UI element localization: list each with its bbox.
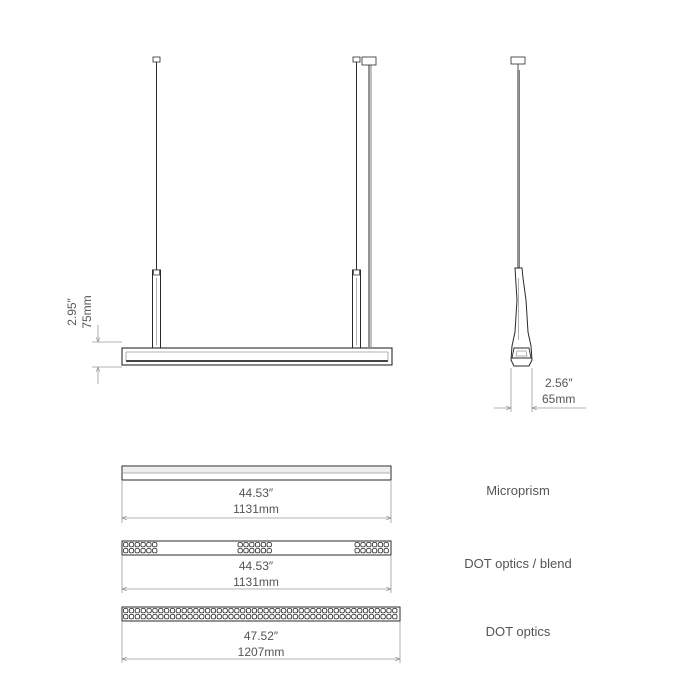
led-dot (369, 609, 373, 613)
led-dot (147, 549, 151, 553)
led-dot (235, 615, 239, 619)
side-canopy (511, 57, 525, 64)
led-dot (322, 615, 326, 619)
led-dot (205, 609, 209, 613)
led-dot (182, 609, 186, 613)
led-dot (293, 609, 297, 613)
led-dot (387, 609, 391, 613)
led-dot (124, 549, 128, 553)
led-dot (361, 543, 365, 547)
led-dot (375, 609, 379, 613)
led-dot (188, 609, 192, 613)
led-dot (255, 549, 259, 553)
led-dot (129, 615, 133, 619)
led-dot (229, 615, 233, 619)
dot-blend-length-mm: 1131mm (233, 575, 279, 589)
led-dot (159, 609, 163, 613)
led-dot (141, 615, 145, 619)
led-dot (311, 609, 315, 613)
led-dot (352, 615, 356, 619)
led-dot (200, 609, 204, 613)
variant-microprism (122, 466, 550, 523)
led-dot (211, 609, 215, 613)
led-dot (378, 549, 382, 553)
height-mm-label: 75mm (80, 295, 94, 329)
led-dot (276, 615, 280, 619)
led-dot (367, 549, 371, 553)
led-dot (287, 615, 291, 619)
led-dot (378, 543, 382, 547)
led-dot (299, 609, 303, 613)
led-dot (194, 609, 198, 613)
led-dot (188, 615, 192, 619)
led-dot (258, 615, 262, 619)
led-dot (229, 609, 233, 613)
led-dot (293, 615, 297, 619)
led-dot (281, 615, 285, 619)
led-dot (358, 609, 362, 613)
led-dot (267, 549, 271, 553)
led-dot (322, 609, 326, 613)
led-dot (372, 543, 376, 547)
led-dot (211, 615, 215, 619)
microprism-label: Microprism (486, 483, 550, 498)
led-dot (264, 609, 268, 613)
led-dot (135, 615, 139, 619)
width-dimension (494, 368, 586, 412)
led-dot (241, 609, 245, 613)
microprism-length-mm: 1131mm (233, 502, 279, 516)
dot-blend-length-in: 44.53″ (238, 559, 274, 573)
led-dot (223, 615, 227, 619)
led-dot (141, 609, 145, 613)
led-dot (340, 609, 344, 613)
led-dot (334, 609, 338, 613)
width-mm-label: 65mm (542, 392, 576, 406)
led-dot (311, 615, 315, 619)
led-dot (352, 609, 356, 613)
side-view (494, 57, 586, 412)
led-dot (261, 549, 265, 553)
led-dot (164, 609, 168, 613)
led-dot (372, 549, 376, 553)
led-dot (153, 609, 157, 613)
led-dot (328, 615, 332, 619)
power-canopy (362, 57, 376, 65)
led-dot (205, 615, 209, 619)
led-dot (170, 615, 174, 619)
dot-optics-length-mm: 1207mm (237, 645, 285, 659)
luminaire-body (122, 348, 392, 365)
led-dot (384, 543, 388, 547)
led-dot (252, 609, 256, 613)
led-dot (194, 615, 198, 619)
led-dot (141, 549, 145, 553)
led-dot (147, 543, 151, 547)
led-dot (153, 615, 157, 619)
led-dot (305, 609, 309, 613)
led-dot (281, 609, 285, 613)
led-dot (170, 609, 174, 613)
led-dot (317, 609, 321, 613)
led-dot (153, 543, 157, 547)
variant-dot-blend (122, 541, 572, 593)
led-dot (270, 609, 274, 613)
led-dot (241, 615, 245, 619)
led-dot (217, 615, 221, 619)
led-dot (200, 615, 204, 619)
led-dot (358, 615, 362, 619)
dot-blend-label: DOT optics / blend (464, 556, 572, 571)
led-dot (124, 609, 128, 613)
led-dot (363, 615, 367, 619)
led-dot (328, 609, 332, 613)
led-dot (153, 549, 157, 553)
led-dot (264, 615, 268, 619)
led-dot (393, 615, 397, 619)
led-dot (287, 609, 291, 613)
led-dot (223, 609, 227, 613)
led-dot (238, 543, 242, 547)
led-dot (276, 609, 280, 613)
led-dot (147, 615, 151, 619)
led-dot (182, 615, 186, 619)
led-dot (363, 609, 367, 613)
variant-dot-optics (122, 607, 551, 663)
dot-optics-length-in: 47.52″ (243, 629, 279, 643)
led-dot (387, 615, 391, 619)
microprism-length-in: 44.53″ (238, 486, 274, 500)
led-dot (355, 549, 359, 553)
led-dot (270, 615, 274, 619)
left-canopy (153, 57, 160, 62)
led-dot (258, 609, 262, 613)
led-dot (135, 609, 139, 613)
led-dot (135, 549, 139, 553)
led-dot (334, 615, 338, 619)
led-dot (217, 609, 221, 613)
led-dot (250, 549, 254, 553)
led-dot (124, 615, 128, 619)
dot-optics-label: DOT optics (485, 624, 551, 639)
led-dot (375, 615, 379, 619)
led-dot (369, 615, 373, 619)
led-dot (381, 609, 385, 613)
led-dot (381, 615, 385, 619)
led-dot (346, 615, 350, 619)
led-dot (159, 615, 163, 619)
led-dot (129, 543, 133, 547)
led-dot (261, 543, 265, 547)
led-dot (129, 549, 133, 553)
height-inches-label: 2.95″ (65, 298, 79, 326)
led-dot (340, 615, 344, 619)
led-dot (267, 543, 271, 547)
led-dot (124, 543, 128, 547)
led-dot (305, 615, 309, 619)
led-dot (355, 543, 359, 547)
led-dot (135, 543, 139, 547)
led-dot (244, 549, 248, 553)
led-dot (238, 549, 242, 553)
led-dot (235, 609, 239, 613)
led-dot (164, 615, 168, 619)
led-dot (367, 543, 371, 547)
led-dot (246, 615, 250, 619)
right-canopy (353, 57, 360, 62)
led-dot (250, 543, 254, 547)
led-dot (393, 609, 397, 613)
led-dot (346, 609, 350, 613)
led-dot (244, 543, 248, 547)
led-dot (361, 549, 365, 553)
led-dot (255, 543, 259, 547)
led-dot (176, 615, 180, 619)
led-dot (299, 615, 303, 619)
front-view (65, 57, 392, 384)
width-inches-label: 2.56″ (545, 376, 573, 390)
led-dot (384, 549, 388, 553)
led-dot (252, 615, 256, 619)
led-dot (147, 609, 151, 613)
led-dot (246, 609, 250, 613)
led-dot (129, 609, 133, 613)
height-dimension (65, 295, 122, 384)
led-dot (176, 609, 180, 613)
led-dot (141, 543, 145, 547)
led-dot (317, 615, 321, 619)
